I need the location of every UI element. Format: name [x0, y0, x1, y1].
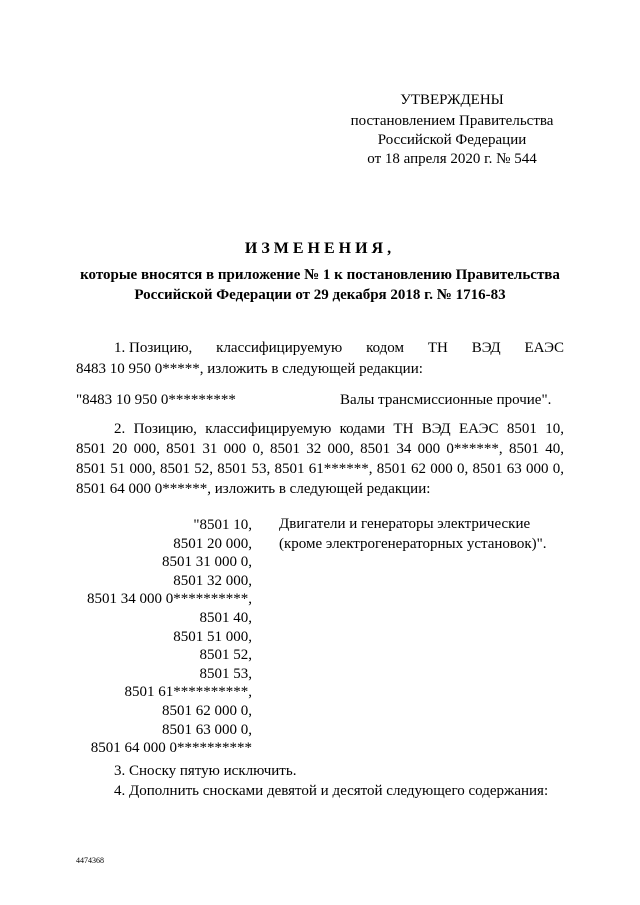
- approval-title: УТВЕРЖДЕНЫ: [400, 92, 504, 108]
- item1-word: классифицируемую: [216, 340, 343, 356]
- code-list-item: 8501 61**********,: [124, 684, 252, 701]
- item1-word: кодом: [366, 340, 404, 356]
- item2-line3: 8501 51 000, 8501 52, 8501 53, 8501 61******, 8501 62 000 0, 8501 63 000 0,: [76, 461, 564, 477]
- item1-quote-text: Валы трансмиссионные прочие".: [340, 392, 552, 408]
- item2-description-line2: (кроме электрогенераторных установок)".: [279, 536, 547, 552]
- item1-quote-code: "8483 10 950 0*********: [76, 392, 236, 408]
- item2-description-line1: Двигатели и генераторы электрические: [279, 516, 531, 532]
- document-number: 4474368: [76, 856, 104, 865]
- approval-issuer: постановлением Правительства: [350, 113, 554, 129]
- item1-word: ЕАЭС: [524, 340, 564, 356]
- item1-word: ТН: [427, 340, 448, 356]
- code-list-item: 8501 63 000 0,: [162, 721, 252, 738]
- document-subtitle-line2: Российской Федерации от 29 декабря 2018 г. № 1716-83: [134, 287, 506, 303]
- code-list-item: 8501 62 000 0,: [162, 702, 252, 719]
- code-list: [87, 516, 252, 758]
- item1-line1: [114, 340, 564, 357]
- code-list-item: 8501 52,: [199, 647, 252, 664]
- code-list-item: 8501 20 000,: [173, 535, 252, 552]
- item2-line1: 2. Позицию, классифицируемую кодами ТН ВЭД ЕАЭС 8501 10,: [114, 421, 564, 437]
- item1-word: 1. Позицию,: [114, 340, 193, 356]
- item1-line2: 8483 10 950 0*****, изложить в следующей редакции:: [76, 361, 423, 377]
- item3-text: 3. Сноску пятую исключить.: [114, 763, 297, 779]
- code-list-item: 8501 32 000,: [173, 572, 252, 589]
- code-list-item: 8501 40,: [199, 609, 252, 626]
- code-list-item: "8501 10,: [193, 517, 252, 533]
- item2-line4: 8501 64 000 0******, изложить в следующей редакции:: [76, 481, 431, 497]
- code-list-item: 8501 31 000 0,: [162, 554, 252, 571]
- item4-text: 4. Дополнить сносками девятой и десятой следующего содержания:: [114, 783, 549, 799]
- code-list-item: 8501 51 000,: [173, 628, 252, 645]
- code-list-item: 8501 53,: [199, 665, 252, 682]
- item2-line2: 8501 20 000, 8501 31 000 0, 8501 32 000, 8501 34 000 0******, 8501 40,: [76, 441, 564, 457]
- code-list-item: 8501 34 000 0**********,: [87, 591, 252, 608]
- approval-date-number: от 18 апреля 2020 г. № 544: [367, 151, 537, 167]
- approval-issuer-country: Российской Федерации: [377, 132, 527, 148]
- document-title: ИЗМЕНЕНИЯ,: [244, 240, 396, 257]
- item1-word: ВЭД: [471, 340, 501, 356]
- code-list-item: 8501 64 000 0**********: [90, 740, 252, 757]
- document-subtitle-line1: которые вносятся в приложение № 1 к постановлению Правительства: [80, 267, 560, 283]
